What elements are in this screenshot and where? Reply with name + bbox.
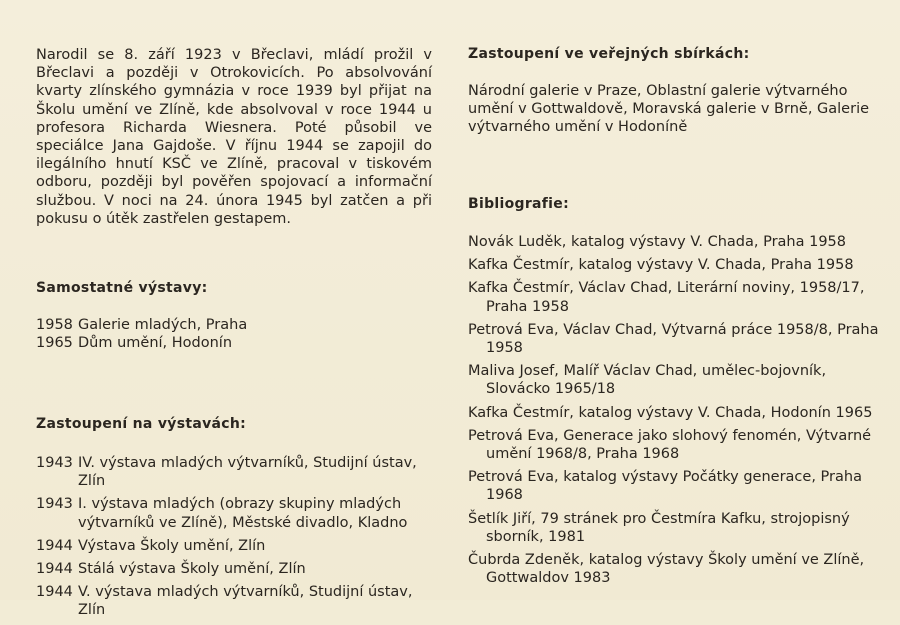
solo-exhibitions-heading: Samostatné výstavy: [36, 280, 208, 296]
list-item: Čubrda Zdeněk, katalog výstavy Školy umění ve Zlíně, Gottwaldov 1983 [468, 552, 865, 587]
group-exhibitions-heading: Zastoupení na výstavách: [36, 416, 247, 432]
bibliography-list [468, 233, 888, 592]
collections-heading: Zastoupení ve veřejných sbírkách: [468, 46, 750, 62]
list-item: 1958 Galerie mladých, Praha [36, 317, 248, 333]
list-item: Petrová Eva, katalog výstavy Počátky generace, Praha 1968 [468, 469, 862, 504]
list-item: 1944 Výstava Školy umění, Zlín [36, 537, 266, 554]
list-item: 1944 V. výstava mladých výtvarníků, Studijní ústav, Zlín [36, 584, 413, 619]
list-item: Petrová Eva, Václav Chad, Výtvarná práce 1958/8, Praha 1958 [468, 321, 879, 357]
list-item: Kafka Čestmír, katalog výstavy V. Chada, Hodonín 1965 [468, 404, 873, 421]
list-item: 1944 Stálá výstava Školy umění, Zlín [36, 561, 306, 578]
list-item: Maliva Josef, Malíř Václav Chad, umělec-bojovník, Slovácko 1965/18 [468, 363, 827, 398]
group-exhibitions-list [36, 454, 436, 625]
list-item: Kafka Čestmír, Václav Chad, Literární noviny, 1958/17, Praha 1958 [468, 280, 865, 315]
solo-exhibitions-list [36, 316, 247, 352]
collections-text: Národní galerie v Praze, Oblastní galerie výtvarného umění v Gottwaldově, Moravská galerie v Brně, Galerie výtvarného umění v Hodoníně [468, 83, 870, 136]
list-item: Petrová Eva, Generace jako slohový fenomén, Výtvarné umění 1968/8, Praha 1968 [468, 427, 872, 463]
list-item: 1965 Dům umění, Hodonín [36, 335, 233, 352]
list-item: Kafka Čestmír, katalog výstavy V. Chada, Praha 1958 [468, 257, 854, 274]
biography-paragraph: Narodil se 8. září 1923 v Břeclavi, mládí prožil v Břeclavi a později v Otrokovicích. Po absolvování kvarty zlínského gymnázia v roce 1939 byl přijat na Školu umění ve Zlíně, kde absolvoval v roce 1944 u profesora Richarda Wiesnera. Poté působil ve speciálce Jana Gajdoše. V říjnu 1944 se zapojil do ilegálního hnutí KSČ ve Zlíně, pracoval v tiskovém odboru, později byl pověřen spojovací a informační službou. V noci na 24. února 1945 byl zatčen a při pokusu o útěk zastřelen gestapem. [36, 47, 432, 227]
list-item: Novák Luděk, katalog výstavy V. Chada, Praha 1958 [468, 234, 847, 250]
list-item: Šetlík Jiří, 79 stránek pro Čestmíra Kafku, strojopisný sborník, 1981 [468, 510, 850, 545]
list-item: 1943 IV. výstava mladých výtvarníků, Studijní ústav, Zlín [36, 455, 417, 490]
list-item: 1943 I. výstava mladých (obrazy skupiny mladých výtvarníků ve Zlíně), Městské divadlo, Kladno [36, 496, 408, 531]
bibliography-heading: Bibliografie: [468, 196, 569, 212]
